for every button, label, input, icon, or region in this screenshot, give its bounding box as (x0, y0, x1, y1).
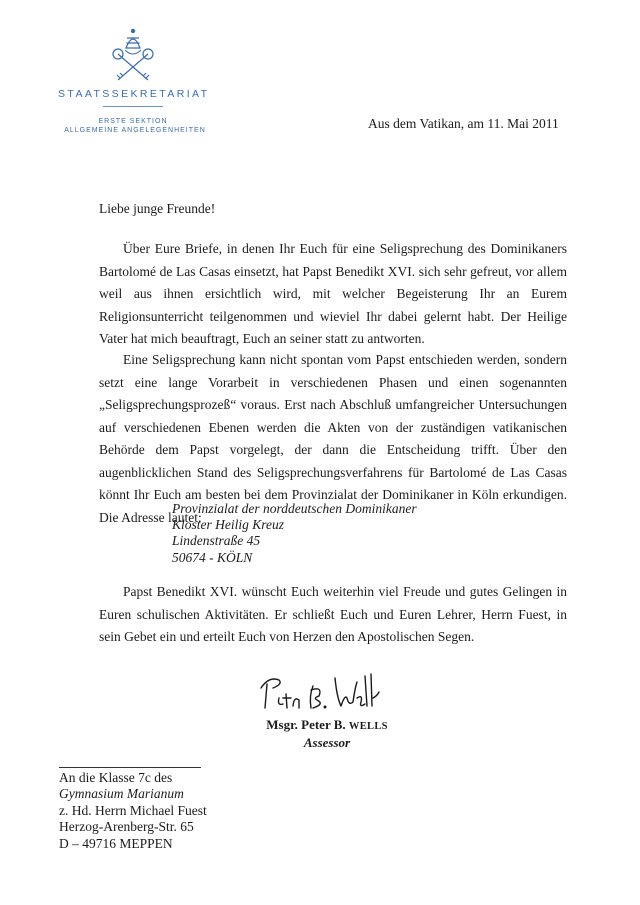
recipient-school: Gymnasium Marianum (59, 786, 184, 802)
date-line: Aus dem Vatikan, am 11. Mai 2011 (368, 116, 559, 131)
address-line: 50674 - KÖLN (172, 549, 253, 565)
signer-name-prefix: Msgr. Peter B. (266, 717, 349, 732)
letterhead-department: ALLGEMEINE ANGELEGENHEITEN (64, 127, 206, 134)
signer-name (252, 717, 402, 733)
address-line: Provinzialat der norddeutschen Dominikaner (172, 501, 417, 516)
recipient-address (59, 770, 207, 852)
recipient-line: D – 49716 MEPPEN (59, 835, 173, 851)
salutation: Liebe junge Freunde! (99, 201, 216, 216)
paragraph-3: Papst Benedikt XVI. wünscht Euch weiterhin viel Freude und gutes Gelingen in Euren schulischen Aktivitäten. Er schließt Euch und Euren Lehrer, Herrn Fuest, in sein Gebet ein und erteilt Euch von Herzen den Apostolischen Segen. (99, 584, 567, 644)
address-line: Lindenstraße 45 (172, 533, 261, 549)
letterhead-organization: STAATSSEKRETARIAT (58, 88, 210, 100)
recipient-line: Herzog-Arenberg-Str. 65 (59, 819, 194, 835)
signer-title: Assessor (303, 735, 351, 750)
paragraph-2: Eine Seligsprechung kann nicht spontan vom Papst entschieden werden, sondern setzt eine lange Vorarbeit in verschiedenen Phasen und einen sogenannten „Seligsprechungsprozeß“ voraus. Erst nach Abschluß umfangreicher Untersuchungen auf verschiedenen Ebenen werden die Akten von der zuständigen vatikanischen Behörde dem Papst vorgelegt, der dann die Entscheidung trifft. Über den augenblicklichen Stand des Seligsprechungsverfahrens für Bartolomé de Las Casas könnt Ihr Euch am besten bei dem Provinzialat der Dominikaner in Köln erkundigen. Die Adresse lautet: (99, 352, 567, 525)
handwritten-signature (255, 668, 380, 714)
letterhead-section: ERSTE SEKTION (98, 118, 168, 125)
signer-surname: WELLS (348, 721, 388, 732)
papal-keys-tiara-emblem-icon (110, 26, 156, 84)
recipient-divider (59, 767, 201, 768)
recipient-line: An die Klasse 7c des (59, 770, 173, 785)
address-line: Kloster Heilig Kreuz (172, 517, 285, 533)
paragraph-1: Über Eure Briefe, in denen Ihr Euch für eine Seligsprechung des Dominikaners Bartolomé de Las Casas einsetzt, hat Papst Benedikt XVI. sich sehr gefreut, vor allem weil aus ihnen ersichtlich wird, mit welcher Begeisterung Ihr an Eurem Religionsunterricht teilgenommen und wieviel Ihr dabei gelernt habt. Der Heilige Vater hat mich beauftragt, Euch an seiner statt zu antworten. (99, 241, 567, 346)
dominican-address (172, 501, 417, 566)
letterhead-divider (103, 106, 163, 107)
recipient-line: z. Hd. Herrn Michael Fuest (59, 802, 207, 818)
